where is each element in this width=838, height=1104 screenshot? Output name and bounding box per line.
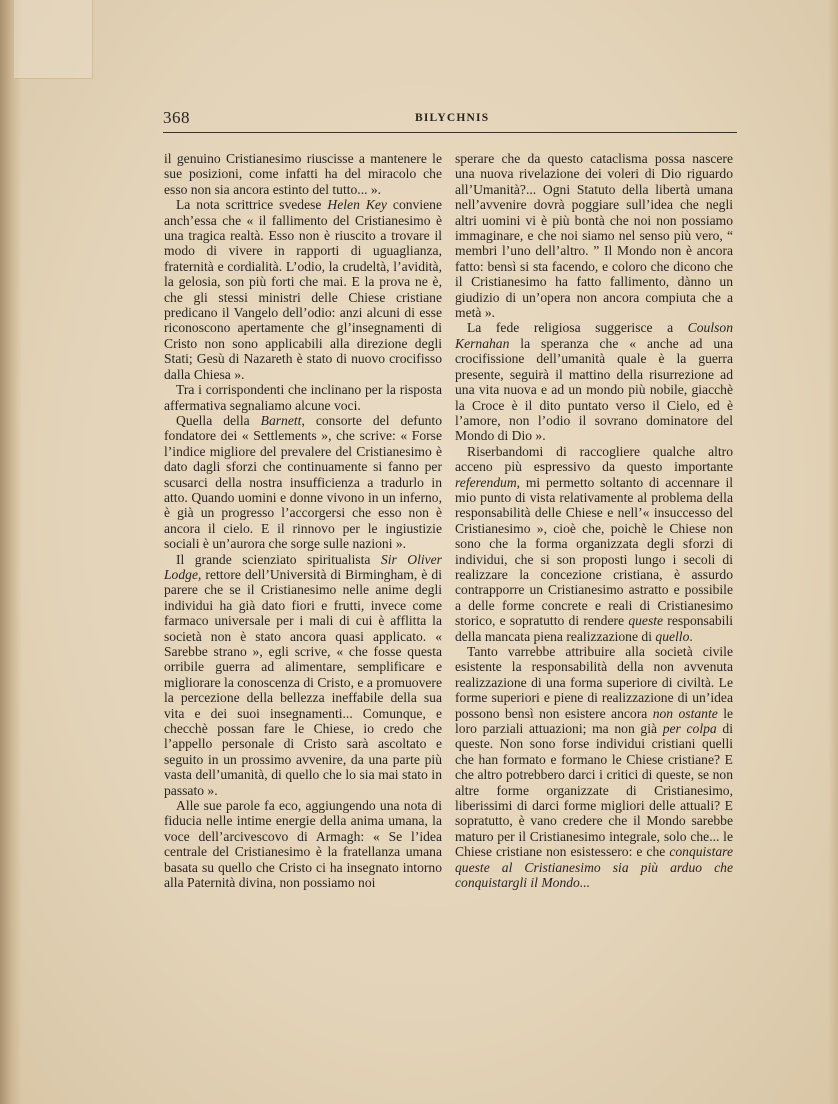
paragraph (455, 151, 733, 320)
text-run: Tanto varrebbe attribuire alla società civile esistente la responsabilità della non avvenuta realizzazione di una forma superiore di civiltà. Le forme superiori e piene di realizzazione di un’idea possono bensì non esistere ancora (455, 644, 733, 721)
paragraph (164, 151, 442, 197)
text-run: Alle sue parole fa eco, aggiungendo una nota di fiducia nelle intime energie della anima umana, la voce dell’arcivescovo di Armagh: « Se l’idea centrale del Cristianesimo è la fratellanza umana basata su quello che Cristo ci ha insegnato intorno alla Paternità divina, non possiamo noi (164, 798, 442, 891)
running-head: BILYCHNIS (415, 112, 490, 124)
right-text-column (455, 151, 733, 891)
text-run: , consorte del defunto fondatore dei « Settlements », che scrive: « Forse l’indice migliore del prevalere del Cristianesimo è dato dagli sforzi che continuamente si fanno per scusarci della nostra insufficienza a tradurlo in atto. Quando uomini e donne vivono in un inferno, è già un progresso l’accorgersi che esso non è ancora il cielo. E il rinnovo per le ingiustizie sociali è un’aurora che sorge sulle nazioni ». (164, 412, 443, 552)
text-run: Riserbandomi di raccogliere qualche altro acceno più espressivo da questo importante (455, 443, 733, 475)
text-run: la speranza che « anche ad una crocifissione dell’umanità quale è la guerra presente, seguirà il mattino della risurrezione ad una vita nuova e ad un mondo più nobile, giacchè la Croce è il dito puntato verso il Cielo, ed è l’amore, non l’odio il sovrano dominatore del Mondo di Dio ». (455, 335, 733, 444)
italic-text: non ostante (652, 705, 718, 721)
italic-text: referendum (455, 474, 517, 490)
paragraph (164, 197, 442, 382)
text-run: Quella della (176, 412, 261, 428)
text-run: , rettore dell’Università di Birmingham, è di parere che se il Cristianesimo nelle anime degli individui ha già dato fiori e frutti, invece come farmaco universale per i mali di cui è afflitta la società non è stato ancora quasi applicato. « Sarebbe strano », egli scrive, « che fosse questa orribile guerra ad alimentare, semplificare e migliorare la conoscenza di Cristo, e a promuovere la percezione della bellezza ineffabile della sua vita e dei suoi insegnamenti... Comunque, e checchè possan fare le Chiese, io credo che l’appello personale di Cristo sarà ascoltato e seguito in un prossimo avvenire, da una parte più vasta dell’umanità, di quello che lo sia mai stato in passato ». (164, 566, 442, 798)
text-run: sperare che da questo cataclisma possa nascere una nuova rivelazione dei voleri di Dio riguardo all’Umanità?... Ogni Statuto della libertà umana nell’avvenire dovrà poggiare sull’idea che negli altri uomini vi è più bontà che noi non possiamo immaginare, e che noi siamo nel senso più vero, “ membri l’uno dell’altro. ” Il Mondo non è ancora fatto: bensì si sta facendo, e coloro che dicono che il Cristianesimo ha fatto fallimento, dànno un giudizio di un’opera non ancora compiuta che a metà ». (455, 151, 733, 321)
italic-text: quello (655, 628, 690, 644)
text-run: Il grande scienziato spiritualista (176, 551, 381, 567)
paragraph (164, 552, 442, 799)
text-run: le loro parziali attuazioni; ma non già (455, 705, 734, 737)
left-text-column (164, 151, 442, 891)
page-corner-fold (14, 0, 93, 79)
text-run: conviene anch’essa che « il fallimento del Cristianesimo è una tragica realtà. Esso non è riuscito a trovare il modo di vivere in rapporti di uguaglianza, fraternità e cordialità. L’odio, la crudeltà, l’avidità, la gelosia, son più forti che mai. E la prova ne è, che gli stessi ministri delle Chiese cristiane predicano il Vangelo dell’odio: anzi alcuni di esse riconoscono apertamente che gl’insegnamenti di Cristo non sono applicabili alla direzione degli Stati; Gesù di Nazareth è stato di nuovo crocifisso dalla Chiesa ». (164, 197, 442, 382)
paragraph (164, 798, 442, 890)
italic-text: Barnett (260, 412, 302, 428)
text-run: , mi permetto soltanto di accennare il mio punto di vista relativamente al problema della responsabilità delle Chiese e nell’« insuccesso del Cristianesimo », cioè che, poichè le Chiese non sono che la forma organizzata degli sforzi di individui, che si son proposti lungo i secoli di realizzare la concezione cristiana, è assurdo contrapporre un Cristianesimo astratto e possibile a delle forme concrete e reali di Cristianesimo storico, e sopratutto di rendere (455, 474, 733, 629)
page-header (163, 108, 737, 133)
italic-text: conquistare queste al Cristianesimo sia più arduo che conquistargli il Mondo... (455, 844, 733, 891)
paragraph (455, 320, 733, 443)
text-run: . (689, 628, 693, 644)
paragraph (455, 444, 733, 644)
italic-text: per colpa (662, 721, 717, 737)
text-run: La nota scrittrice svedese (176, 197, 328, 213)
page-binding-edge (0, 0, 22, 1104)
italic-text: queste (628, 613, 664, 629)
paragraph (164, 413, 442, 552)
paragraph (455, 644, 733, 891)
text-run: responsabili della mancata piena realizzazione di (455, 613, 733, 644)
text-run: di queste. Non sono forse individui cristiani quelli che han formato e formano le Chiese cristiane? E che altro potrebbero darci i critici di queste, se non altre forme organizzate di Cristianesimo, liberissimi di darci forme migliori delle attuali? E sopratutto, è vano credere che il Mondo sarebbe maturo per il Cristianesimo integrale, solo che... le Chiese cristiane non esistessero: e che (455, 721, 733, 860)
page-number: 368 (163, 108, 190, 127)
page-right-edge (828, 0, 838, 1104)
italic-text: Coulson Kernahan (455, 320, 733, 351)
italic-text: Sir Oliver Lodge (164, 551, 442, 582)
text-run: il genuino Cristianesimo riuscisse a mantenere le sue posizioni, come infatti ha del miracolo che esso non sia ancora estinto del tutto... ». (164, 151, 442, 197)
paragraph (164, 382, 442, 413)
text-run: Tra i corrispondenti che inclinano per la risposta affermativa segnaliamo alcune voci. (164, 382, 442, 413)
italic-text: Helen Key (327, 197, 387, 213)
text-run: La fede religiosa suggerisce a (467, 320, 688, 336)
